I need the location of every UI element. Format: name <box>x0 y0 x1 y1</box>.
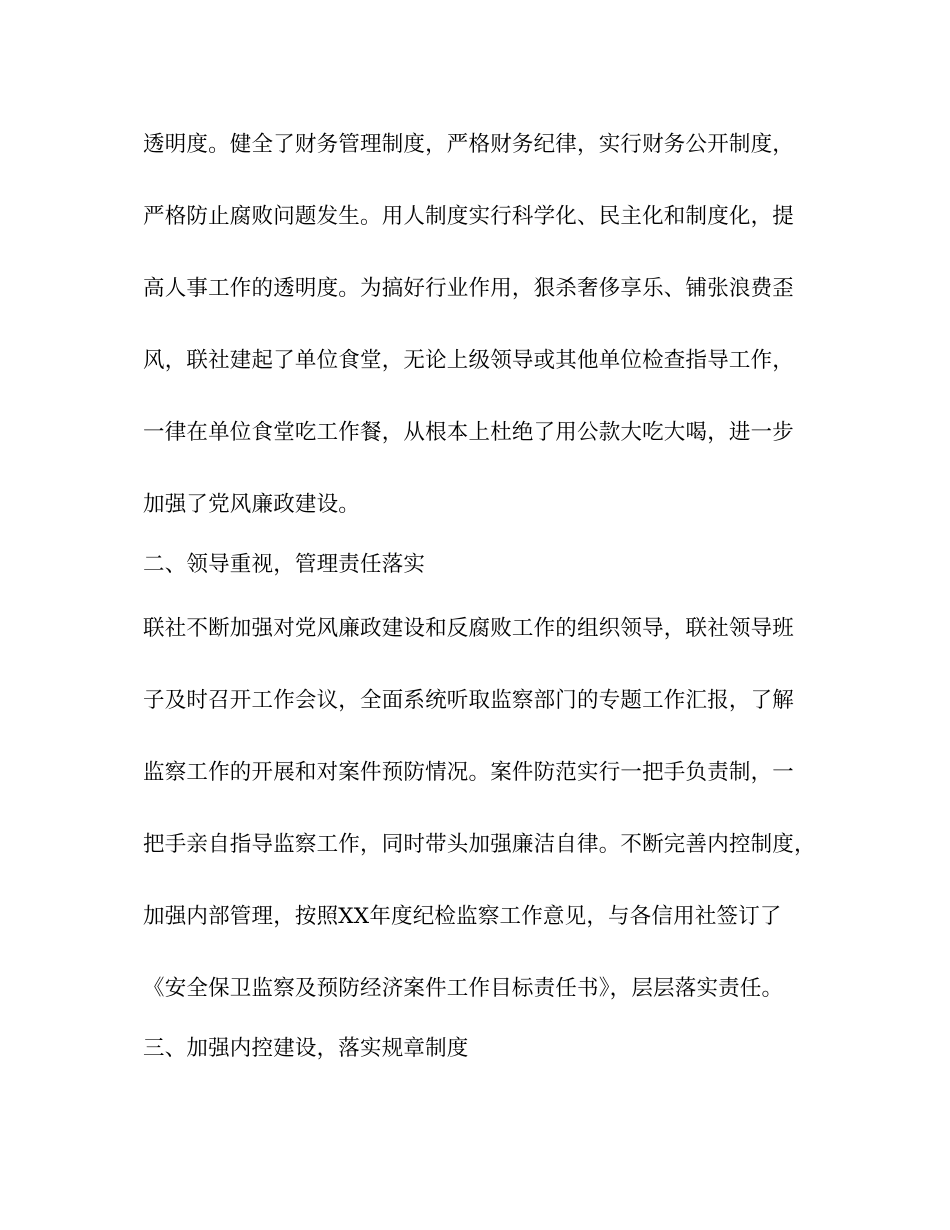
section-heading: 二、领导重视，管理责任落实 <box>143 552 426 577</box>
paragraph-line: 透明度。健全了财务管理制度，严格财务纪律，实行财务公开制度， <box>143 132 795 157</box>
paragraph-line: 风，联社建起了单位食堂，无论上级领导或其他单位检查指导工作， <box>143 348 795 373</box>
paragraph-line: 子及时召开工作会议，全面系统听取监察部门的专题工作汇报，了解 <box>143 688 795 713</box>
paragraph-line: 严格防止腐败问题发生。用人制度实行科学化、民主化和制度化，提 <box>143 204 795 229</box>
paragraph-line: 加强内部管理，按照XX年度纪检监察工作意见，与各信用社签订了 <box>143 904 782 929</box>
paragraph-line: 联社不断加强对党风廉政建设和反腐败工作的组织领导，联社领导班 <box>143 616 795 641</box>
paragraph-line: 高人事工作的透明度。为搞好行业作用，狠杀奢侈享乐、铺张浪费歪 <box>143 276 795 301</box>
paragraph-line: 加强了党风廉政建设。 <box>143 492 361 517</box>
paragraph-line: 把手亲自指导监察工作，同时带头加强廉洁自律。不断完善内控制度， <box>143 832 816 857</box>
paragraph-line: 监察工作的开展和对案件预防情况。案件防范实行一把手负责制，一 <box>143 760 795 785</box>
paragraph-line: 一律在单位食堂吃工作餐，从根本上杜绝了用公款大吃大喝，进一步 <box>143 420 795 445</box>
section-heading: 三、加强内控建设，落实规章制度 <box>143 1036 469 1061</box>
paragraph-line: 《安全保卫监察及预防经济案件工作目标责任书》，层层落实责任。 <box>143 976 784 1001</box>
